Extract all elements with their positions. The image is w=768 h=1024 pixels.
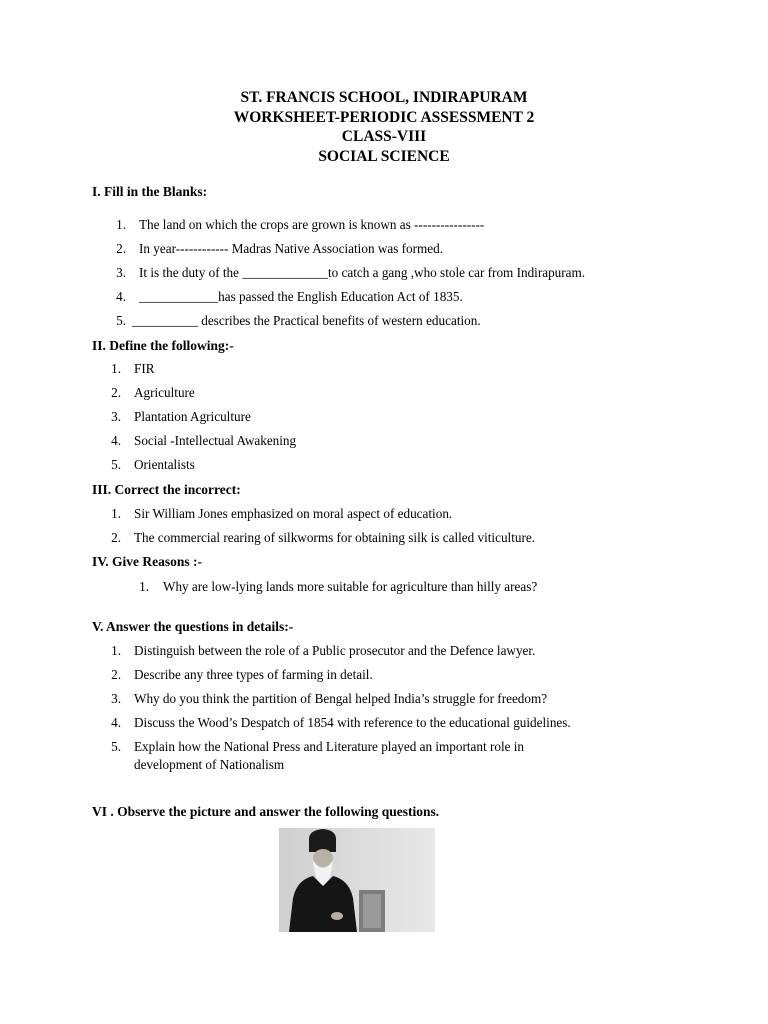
item-number: 5. (111, 739, 121, 754)
item-number: 1. (111, 506, 121, 521)
item-number: 4. (116, 289, 126, 304)
item-text: The land on which the crops are grown is known as ---------------- (139, 217, 485, 232)
item-number: 2. (111, 667, 121, 682)
portrait-photo (279, 828, 435, 932)
school-name: ST. FRANCIS SCHOOL, INDIRAPURAM (240, 89, 528, 106)
section-1-heading: I. Fill in the Blanks: (92, 184, 208, 199)
section-2-heading: II. Define the following:- (92, 338, 234, 353)
item-text: It is the duty of the _____________to catch a gang ,who stole car from Indirapuram. (139, 265, 586, 280)
item-text: The commercial rearing of silkworms for obtaining silk is called viticulture. (134, 530, 536, 545)
section-3-heading: III. Correct the incorrect: (92, 482, 241, 497)
item-number: 3. (111, 691, 121, 706)
item-text: Plantation Agriculture (134, 409, 251, 424)
item-text: Discuss the Wood’s Despatch of 1854 with reference to the educational guidelines. (134, 715, 571, 730)
item-text: Describe any three types of farming in detail. (134, 667, 373, 682)
item-text: Explain how the National Press and Literature played an important role in (134, 739, 525, 754)
portrait-illustration (279, 828, 435, 932)
item-text: __________ describes the Practical benefits of western education. (132, 313, 481, 328)
item-number: 1. (139, 579, 149, 594)
item-number: 4. (111, 433, 121, 448)
item-text: Agriculture (134, 385, 195, 400)
item-text: development of Nationalism (134, 757, 285, 772)
section-4-heading: IV. Give Reasons :- (92, 554, 203, 569)
item-text: Why are low-lying lands more suitable for agriculture than hilly areas? (163, 579, 538, 594)
item-number: 1. (111, 643, 121, 658)
item-number: 2. (111, 530, 121, 545)
item-number: 3. (116, 265, 126, 280)
item-text: Why do you think the partition of Bengal helped India’s struggle for freedom? (134, 691, 548, 706)
section-6-heading: VI . Observe the picture and answer the following questions. (92, 804, 440, 819)
item-text: FIR (134, 361, 155, 376)
item-number: 1. (111, 361, 121, 376)
item-number: 3. (111, 409, 121, 424)
worksheet-title: WORKSHEET-PERIODIC ASSESSMENT 2 (233, 109, 535, 126)
item-text: Orientalists (134, 457, 195, 472)
class-label: CLASS-VIII (341, 128, 427, 145)
subject-label: SOCIAL SCIENCE (318, 148, 450, 165)
item-number: 2. (116, 241, 126, 256)
section-5-heading: V. Answer the questions in details:- (92, 619, 294, 634)
item-text: ____________has passed the English Education Act of 1835. (139, 289, 463, 304)
item-number: 4. (111, 715, 121, 730)
item-number: 2. (111, 385, 121, 400)
item-text: Sir William Jones emphasized on moral aspect of education. (134, 506, 453, 521)
item-number: 5. (116, 313, 126, 328)
item-text: Social -Intellectual Awakening (134, 433, 297, 448)
item-number: 5. (111, 457, 121, 472)
item-text: Distinguish between the role of a Public prosecutor and the Defence lawyer. (134, 643, 536, 658)
item-number: 1. (116, 217, 126, 232)
item-text: In year------------ Madras Native Association was formed. (139, 241, 444, 256)
